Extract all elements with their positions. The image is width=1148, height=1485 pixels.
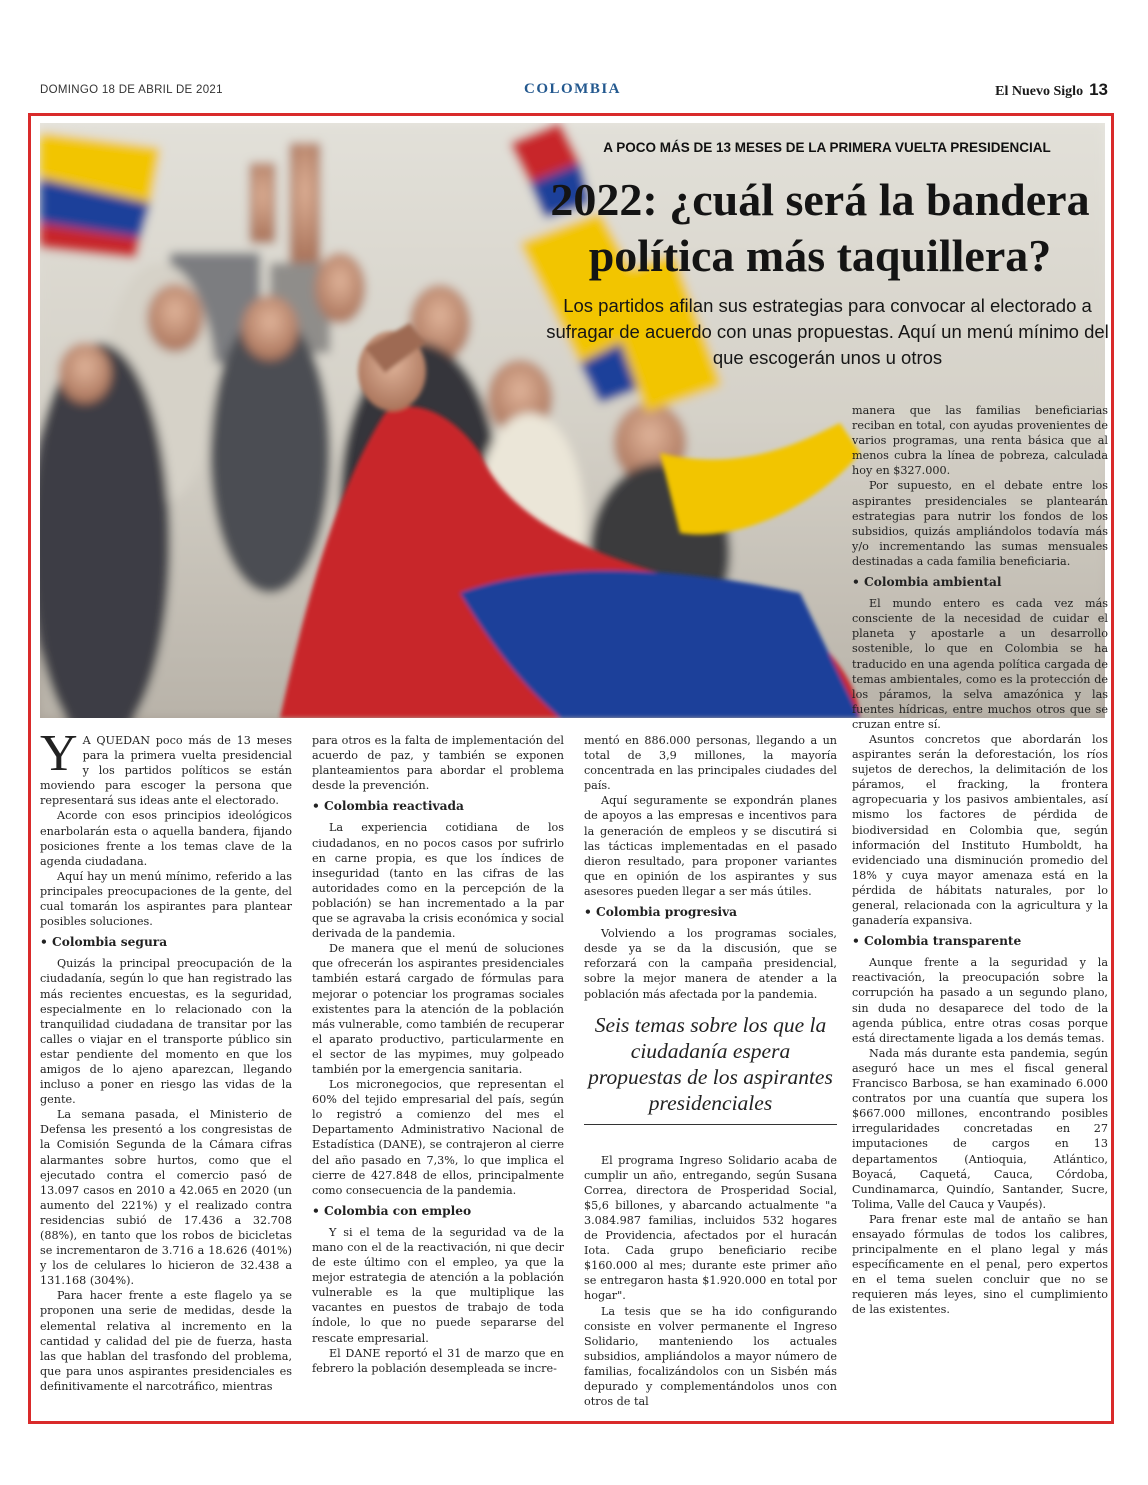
article-kicker: A POCO MÁS DE 13 MESES DE LA PRIMERA VUELTA PRESIDENCIAL: [603, 140, 1051, 155]
lead-smallcaps: A QUEDAN: [82, 734, 150, 747]
paragraph: La tesis que se ha ido configurando consiste en volver permanente el Ingreso Solidario, manteniendo los actuales subsidios, ampliándolos a mayor número de familias, focalizándolos con un Sisbén más depurado y complementándolos unos con otros de tal: [584, 1304, 837, 1409]
text-column-4: [852, 403, 1108, 1318]
paragraph: El programa Ingreso Solidario acaba de cumplir un año, entregando, según Susana Correa, directora de Prosperidad Social, $5,6 billones, y abarcando actualmente "a 3.084.987 familias, incluidos 532 hogares de Providencia, afectados por el huracán Iota. Cada grupo beneficiario recibe $160.000 al mes; durante este primer año se entregaron hasta $1.920.000 en total por hogar".: [584, 1153, 837, 1303]
page-number: 13: [1089, 80, 1108, 99]
issue-date: DOMINGO 18 DE ABRIL DE 2021: [40, 84, 223, 96]
subhead-colombia-ambiental: • Colombia ambiental: [852, 575, 1002, 590]
paragraph: Aquí hay un menú mínimo, referido a las principales preocupaciones de la gente, del cual tomarán los aspirantes para plantear posibles soluciones.: [40, 869, 292, 929]
subhead-colombia-reactivada: • Colombia reactivada: [312, 799, 464, 814]
paragraph: Para hacer frente a este flagelo ya se proponen una serie de medidas, desde la elemental relativa al incremento en la cantidad y calidad del pie de fuerza, hasta las que hablan del trasfondo del problema, que para unos aspirantes presidenciales es definitivamente el narcotráfico, mientras: [40, 1289, 292, 1393]
paragraph: Asuntos concretos que abordarán los aspirantes serán la deforestación, los ríos sujetos de derechos, la delimitación de los páramos, el fracking, la frontera agropecuaria y los pasivos ambientales, así mismo los factores de pérdida de biodiversidad en Colombia que, según información del Instituto Humboldt, ha evidenciado una disminución promedio del 18% y cuya mayor amenaza está en la pérdida de hábitats naturales, por lo general, relacionada con la agricultura y la ganadería expansiva.: [852, 732, 1108, 928]
newspaper-name: El Nuevo Siglo: [995, 84, 1084, 99]
article-headline: 2022: ¿cuál será la bandera política más taquillera?: [550, 174, 1090, 281]
text-column-1: [40, 725, 292, 1394]
drop-cap: Y: [40, 725, 78, 782]
paragraph: Para frenar este mal de antaño se han ensayado fórmulas de todos los calibres, principalmente en el plano legal y más específicamente en el penal, pero expertos en el tema suelen concluir que no se requieren más leyes, sino el cumplimiento de las existentes.: [852, 1212, 1108, 1317]
paragraph: mentó en 886.000 personas, llegando a un total de 3,9 millones, la mayoría concentrada en las principales ciudades del país.: [584, 734, 837, 793]
lead-text: poco más de 13 meses para la primera vuelta presidencial y los partidos políticos se están moviendo para escoger la persona que representará sus ideas ante el electorado.: [40, 734, 292, 808]
paragraph: Y si el tema de la seguridad va de la mano con el de la reactivación, ni que decir de este último con el empleo, ya que la mejor estrategia de atención a la población vulnerable es la que multiplique las vacantes en puestos de trabajo de toda índole, lo que no puede separarse del rescate empresarial.: [312, 1225, 564, 1345]
paragraph: Aquí seguramente se expondrán planes de apoyos a las empresas e incentivos para la generación de empleos y se discutirá si las tácticas implementadas en el pasado dieron resultado, para proponer variantes que en opinión de los aspirantes y sus asesores pueden llegar a ser más útiles.: [584, 794, 837, 898]
paragraph: Nada más durante esta pandemia, según aseguró hace un mes el fiscal general Francisco Barbosa, se han examinado 6.000 contratos por una cuantía que supera los $667.000 millones, encontrando posibles irregularidades concretadas en 27 imputaciones de cargos en 13 departamentos (Antioquia, Atlántico, Boyacá, Caquetá, Cauca, Córdoba, Cundinamarca, Quindío, Santander, Sucre, Tolima, Valle del Cauca y Vaupés).: [852, 1046, 1108, 1211]
section-label: COLOMBIA: [524, 81, 622, 97]
text-column-2: [312, 733, 564, 1376]
text-column-3: [584, 733, 837, 1409]
paragraph: Por supuesto, en el debate entre los aspirantes presidenciales se plantearán estrategias para nutrir los fondos de los subsidios, quizás ampliándolos todavía más y/o incrementando las sumas mensuales destinadas a cada familia beneficiaria.: [852, 479, 1108, 568]
paragraph: El DANE reportó el 31 de marzo que en febrero la población desempleada se incre-: [312, 1346, 564, 1375]
paragraph: Acorde con esos principios ideológicos enarbolarán esta o aquella bandera, fijando posiciones frente a los temas clave de la agenda ciudadana.: [40, 809, 292, 868]
paragraph: El mundo entero es cada vez más consciente de la necesidad de cuidar el planeta y apostarle a un desarrollo sostenible, lo que en Colombia se ha traducido en una agenda política cargada de temas ambientales, como es la protección de los páramos, la selva amazónica y las fuentes hídricas, entre muchos otros que se cruzan entre sí.: [852, 597, 1108, 731]
paragraph: La semana pasada, el Ministerio de Defensa les presentó a los congresistas de la Comisión Segunda de la Cámara cifras alarmantes sobre hurtos, como que el ejecutado contra el comercio pasó de 13.097 casos en 2010 a 42.065 en 2020 (un aumento del 221%) y el realizado contra residencias subió de 17.436 a 32.708 (88%), en tanto que los robos de bicicletas se incrementaron de 3.716 a 18.626 (401%) y los de celulares lo hicieron de 32.438 a 131.168 (304%).: [40, 1108, 292, 1288]
paragraph: Los micronegocios, que representan el 60% del tejido empresarial del país, según lo registró a comienzo del mes el Departamento Administrativo Nacional de Estadística (DANE), se contrajeron al cierre del año pasado en 7,3%, lo que implica el cierre de 427.848 de ellos, principalmente como consecuencia de la pandemia.: [312, 1078, 564, 1197]
article-deck: Los partidos afilan sus estrategias para convocar al electorado a sufragar de acuerdo con unas propuestas. Aquí un menú mínimo del que escogerán unos u otros: [546, 295, 1109, 368]
subhead-colombia-con-empleo: • Colombia con empleo: [312, 1203, 472, 1218]
paragraph: Quizás la principal preocupación de la ciudadanía, según lo que han registrado las más recientes encuestas, es la seguridad, especialmente en lo relacionado con la tranquilidad ciudadana de transitar por las calles o viajar en el transporte público sin estar pendiente del momento en que los amigos de lo ajeno aparezcan, llegando incluso a poner en riesgo las vidas de la gente.: [40, 957, 292, 1107]
paragraph: manera que las familias beneficiarias reciban en total, con ayudas provenientes de varios programas, una renta básica que al menos cubra la línea de pobreza, calculada hoy en $327.000.: [852, 404, 1108, 478]
paragraph: La experiencia cotidiana de los ciudadanos, en no pocos casos por sufrirlo en carne propia, es que los índices de inseguridad (tanto en las cifras de las autoridades como en la percepción de la población) se han incrementado a la par que se agravaba la crisis económica y social derivada de la pandemia.: [312, 821, 564, 941]
subhead-colombia-transparente: • Colombia transparente: [852, 934, 1022, 949]
subhead-colombia-progresiva: • Colombia progresiva: [584, 905, 738, 920]
paragraph: De manera que el menú de soluciones que ofrecerán los aspirantes presidenciales también estará cargado de fórmulas para mejorar o potenciar los programas sociales existentes para la atención de la población más vulnerable, como también de recuperar el aparato productivo, particularmente en el sector de las mypimes, muy golpeado también por la emergencia sanitaria.: [312, 942, 564, 1076]
paragraph: Aunque frente a la seguridad y la reactivación, la preocupación sobre la corrupción ha pasado a un segundo plano, sin duda no desaparece del todo de la agenda pública, entre otras cosas porque está directamente ligada a los demás temas.: [852, 956, 1108, 1045]
paragraph: Volviendo a los programas sociales, desde ya se da la discusión, que se reforzará con la campaña presidencial, sobre la mejor manera de atender a la población más afectada por la pandemia.: [584, 927, 837, 1001]
paragraph: para otros es la falta de implementación del acuerdo de paz, y también se exponen planteamientos para abordar el problema desde la prevención.: [312, 734, 564, 793]
page-header: [40, 80, 1108, 102]
pull-quote: Seis temas sobre los que la ciudadanía espera propuestas de los aspirantes presidenciales: [584, 1012, 837, 1125]
masthead: [995, 80, 1108, 100]
lead-paragraph: [40, 725, 292, 808]
subhead-colombia-segura: • Colombia segura: [40, 935, 168, 950]
